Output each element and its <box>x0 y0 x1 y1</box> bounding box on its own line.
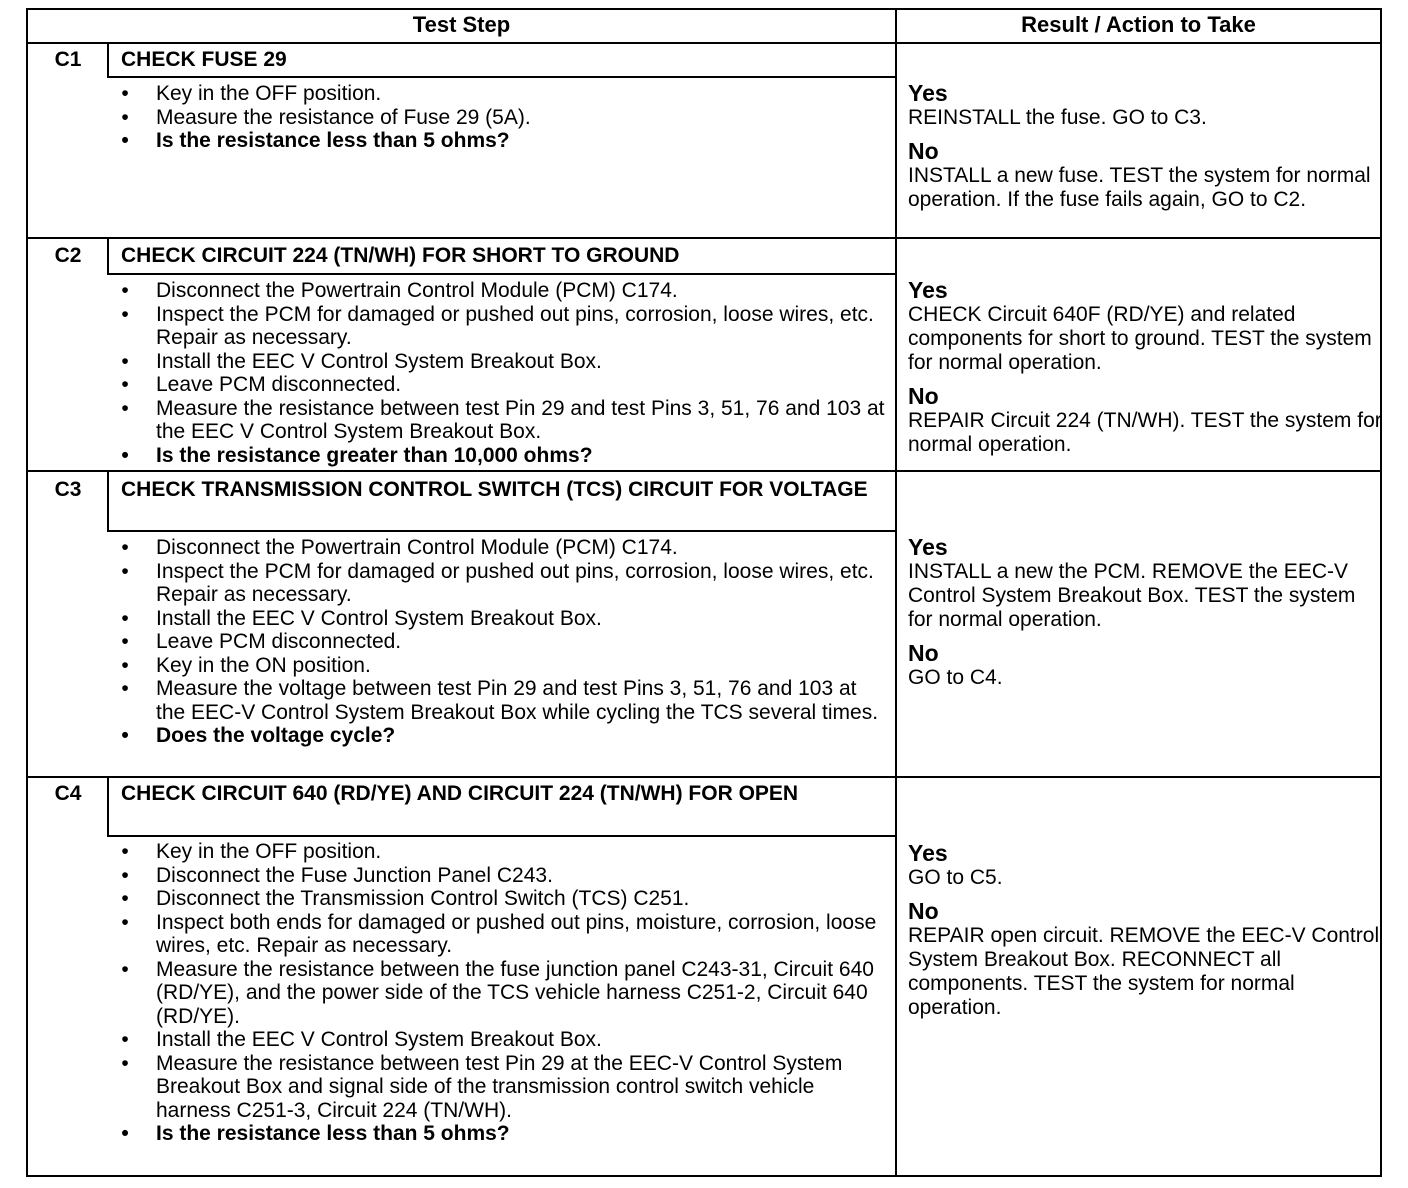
list-item: • Inspect the PCM for damaged or pushed out pins, corrosion, loose wires, etc. Repair as necessary. <box>118 560 888 607</box>
list-item: • Measure the voltage between test Pin 29 and test Pins 3, 51, 76 and 103 at the EEC-V Control System Breakout Box while cycling the TCS several times. <box>118 677 888 724</box>
step-separator <box>26 470 1382 472</box>
bullet-icon: • <box>121 1122 129 1145</box>
bullet-icon: • <box>121 863 129 887</box>
list-item: • Install the EEC V Control System Breakout Box. <box>118 607 888 631</box>
bullet-icon: • <box>121 82 129 105</box>
bullet-icon: • <box>121 396 129 420</box>
table-border-bottom <box>26 1175 1382 1177</box>
step-result <box>908 277 1382 465</box>
list-item-question: • Does the voltage cycle? <box>118 724 888 748</box>
list-item: • Install the EEC V Control System Breakout Box. <box>118 350 888 374</box>
list-item: • Disconnect the Transmission Control Switch (TCS) C251. <box>118 887 888 911</box>
no-label: No <box>908 898 939 924</box>
bullet-icon: • <box>121 302 129 326</box>
bullet-icon: • <box>121 606 129 630</box>
bullet-icon: • <box>121 630 129 653</box>
step-title-divider <box>107 273 897 275</box>
step-instructions <box>118 840 888 1146</box>
yes-action: REINSTALL the fuse. GO to C3. <box>908 106 1207 129</box>
table-border-top <box>26 8 1382 10</box>
list-item: • Key in the OFF position. <box>118 82 888 106</box>
table-border-left <box>26 8 28 1177</box>
list-item: • Key in the OFF position. <box>118 840 888 864</box>
column-divider <box>895 8 897 1177</box>
yes-label: Yes <box>908 840 948 866</box>
no-action: REPAIR Circuit 224 (TN/WH). TEST the system for normal operation. <box>908 409 1382 456</box>
step-instructions <box>118 536 888 748</box>
yes-label: Yes <box>908 277 948 303</box>
list-item: • Measure the resistance of Fuse 29 (5A). <box>118 106 888 130</box>
step-result <box>908 840 1382 1028</box>
step-title-divider <box>107 835 897 837</box>
step-id: C4 <box>54 782 82 805</box>
step-id: C2 <box>54 244 82 267</box>
list-item: • Disconnect the Powertrain Control Module (PCM) C174. <box>118 279 888 303</box>
step-title: CHECK CIRCUIT 640 (RD/YE) AND CIRCUIT 224 (TN/WH) FOR OPEN <box>121 782 799 805</box>
list-item: • Disconnect the Fuse Junction Panel C243. <box>118 864 888 888</box>
yes-action: INSTALL a new the PCM. REMOVE the EEC-V Control System Breakout Box. TEST the system for normal operation. <box>908 560 1356 631</box>
header-test-step: Test Step <box>412 12 511 37</box>
header-divider <box>26 42 1382 44</box>
bullet-icon: • <box>121 840 129 863</box>
step-instructions <box>118 82 888 153</box>
bullet-icon: • <box>121 1028 129 1051</box>
step-title: CHECK CIRCUIT 224 (TN/WH) FOR SHORT TO GROUND <box>121 244 680 267</box>
step-title: CHECK FUSE 29 <box>121 48 287 71</box>
step-result <box>908 80 1382 220</box>
step-separator <box>26 776 1382 778</box>
list-item: • Measure the resistance between test Pin 29 and test Pins 3, 51, 76 and 103 at the EEC V Control System Breakout Box. <box>118 397 888 444</box>
list-item-question: • Is the resistance less than 5 ohms? <box>118 129 888 153</box>
no-action: GO to C4. <box>908 666 1003 689</box>
bullet-icon: • <box>121 724 129 747</box>
bullet-icon: • <box>121 653 129 677</box>
step-result <box>908 534 1382 698</box>
list-item: • Key in the ON position. <box>118 654 888 678</box>
bullet-icon: • <box>121 887 129 910</box>
no-label: No <box>908 640 939 666</box>
list-item: • Measure the resistance between test Pin 29 at the EEC-V Control System Breakout Box and signal side of the transmission control switch vehicle harness C251-3, Circuit 224 (TN/WH). <box>118 1052 888 1123</box>
no-action: INSTALL a new fuse. TEST the system for normal operation. If the fuse fails again, GO to C2. <box>908 164 1371 211</box>
bullet-icon: • <box>121 443 129 467</box>
step-title-divider <box>107 530 897 532</box>
bullet-icon: • <box>121 559 129 583</box>
bullet-icon: • <box>121 910 129 934</box>
no-action: REPAIR open circuit. REMOVE the EEC-V Control System Breakout Box. RECONNECT all components. TEST the system for normal operation. <box>908 924 1380 1019</box>
bullet-icon: • <box>121 279 129 302</box>
header-result-action: Result / Action to Take <box>1021 12 1256 37</box>
yes-label: Yes <box>908 80 948 106</box>
step-instructions <box>118 279 888 467</box>
list-item: • Install the EEC V Control System Breakout Box. <box>118 1028 888 1052</box>
bullet-icon: • <box>121 105 129 129</box>
step-title: CHECK TRANSMISSION CONTROL SWITCH (TCS) CIRCUIT FOR VOLTAGE <box>121 478 868 501</box>
bullet-icon: • <box>121 536 129 559</box>
no-label: No <box>908 383 939 409</box>
yes-label: Yes <box>908 534 948 560</box>
bullet-icon: • <box>121 957 129 981</box>
list-item-question: • Is the resistance less than 5 ohms? <box>118 1122 888 1146</box>
step-id: C3 <box>54 478 82 501</box>
list-item: • Inspect both ends for damaged or pushed out pins, moisture, corrosion, loose wires, etc. Repair as necessary. <box>118 911 888 958</box>
bullet-icon: • <box>121 677 129 700</box>
bullet-icon: • <box>121 129 129 152</box>
step-separator <box>26 237 1382 239</box>
step-id: C1 <box>54 48 82 71</box>
no-label: No <box>908 138 939 164</box>
bullet-icon: • <box>121 349 129 373</box>
yes-action: GO to C5. <box>908 866 1003 889</box>
step-title-divider <box>107 76 897 78</box>
list-item: • Measure the resistance between the fuse junction panel C243-31, Circuit 640 (RD/YE), and the power side of the TCS vehicle harness C251-2, Circuit 640 (RD/YE). <box>118 958 888 1029</box>
list-item: • Disconnect the Powertrain Control Module (PCM) C174. <box>118 536 888 560</box>
list-item: • Leave PCM disconnected. <box>118 630 888 654</box>
list-item-question: • Is the resistance greater than 10,000 ohms? <box>118 444 888 468</box>
yes-action: CHECK Circuit 640F (RD/YE) and related components for short to ground. TEST the system for normal operation. <box>908 303 1372 374</box>
bullet-icon: • <box>121 1051 129 1075</box>
bullet-icon: • <box>121 373 129 396</box>
list-item: • Leave PCM disconnected. <box>118 373 888 397</box>
list-item: • Inspect the PCM for damaged or pushed out pins, corrosion, loose wires, etc. Repair as necessary. <box>118 303 888 350</box>
